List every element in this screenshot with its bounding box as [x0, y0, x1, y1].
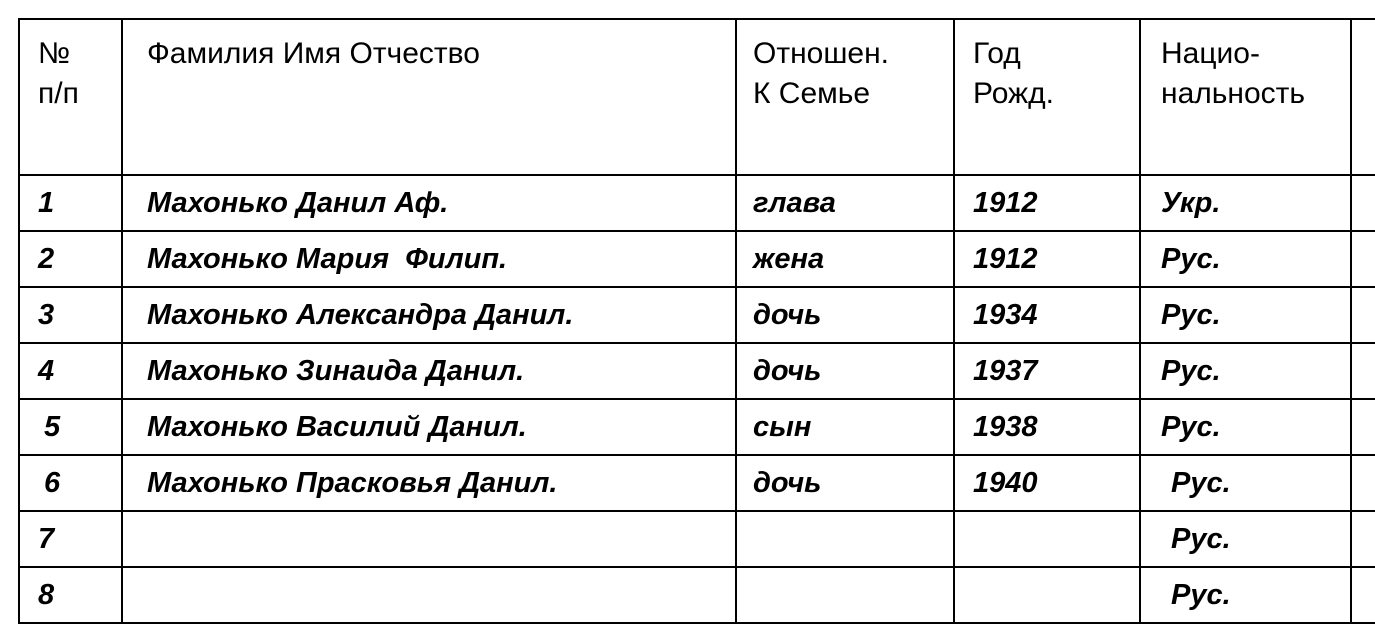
header-num	[19, 19, 122, 175]
cell-extra	[1351, 287, 1375, 343]
header-extra	[1351, 19, 1375, 175]
cell-nationality: Рус.	[1140, 511, 1351, 567]
cell-nationality: Рус.	[1140, 287, 1351, 343]
header-year-line-1: Год	[973, 37, 1021, 70]
cell-relation: глава	[736, 175, 954, 231]
family-table	[18, 18, 1375, 624]
header-nationality-line-2: нальность	[1161, 77, 1306, 110]
cell-year: 1938	[954, 399, 1140, 455]
cell-name	[122, 567, 736, 623]
cell-num: 3	[19, 287, 122, 343]
cell-relation: дочь	[736, 287, 954, 343]
cell-extra	[1351, 511, 1375, 567]
header-relation-line-2: К Семье	[753, 77, 871, 110]
cell-year: 1912	[954, 231, 1140, 287]
cell-relation	[736, 511, 954, 567]
cell-extra	[1351, 567, 1375, 623]
header-name	[122, 19, 736, 175]
header-name-line-1: Фамилия Имя Отчество	[147, 37, 480, 70]
cell-num: 6	[19, 455, 122, 511]
table-row	[19, 287, 1375, 343]
cell-nationality: Рус.	[1140, 343, 1351, 399]
cell-num: 4	[19, 343, 122, 399]
cell-num: 5	[19, 399, 122, 455]
cell-name: Махонько Прасковья Данил.	[122, 455, 736, 511]
table-row	[19, 175, 1375, 231]
cell-relation: жена	[736, 231, 954, 287]
table-row	[19, 455, 1375, 511]
cell-relation: дочь	[736, 343, 954, 399]
cell-nationality: Рус.	[1140, 455, 1351, 511]
cell-year: 1934	[954, 287, 1140, 343]
cell-name: Махонько Зинаида Данил.	[122, 343, 736, 399]
header-relation	[736, 19, 954, 175]
header-row	[19, 19, 1375, 175]
table-header	[19, 19, 1375, 175]
cell-extra	[1351, 343, 1375, 399]
cell-nationality: Рус.	[1140, 231, 1351, 287]
cell-year	[954, 567, 1140, 623]
cell-relation: дочь	[736, 455, 954, 511]
header-nationality	[1140, 19, 1351, 175]
cell-year	[954, 511, 1140, 567]
cell-name: Махонько Александра Данил.	[122, 287, 736, 343]
cell-nationality: Рус.	[1140, 399, 1351, 455]
header-num-line-1: №	[38, 37, 71, 70]
header-num-line-2: п/п	[38, 77, 79, 110]
cell-relation: сын	[736, 399, 954, 455]
header-relation-line-1: Отношен.	[753, 37, 889, 70]
table-body	[19, 175, 1375, 623]
header-year	[954, 19, 1140, 175]
table-row	[19, 399, 1375, 455]
cell-extra	[1351, 175, 1375, 231]
cell-year: 1940	[954, 455, 1140, 511]
cell-nationality: Укр.	[1140, 175, 1351, 231]
header-nationality-line-1: Нацио-	[1161, 37, 1260, 70]
table-row	[19, 343, 1375, 399]
cell-extra	[1351, 231, 1375, 287]
cell-num: 2	[19, 231, 122, 287]
table-row	[19, 567, 1375, 623]
cell-year: 1937	[954, 343, 1140, 399]
cell-relation	[736, 567, 954, 623]
cell-name: Махонько Данил Аф.	[122, 175, 736, 231]
cell-year: 1912	[954, 175, 1140, 231]
header-year-line-2: Рожд.	[973, 77, 1054, 110]
cell-num: 7	[19, 511, 122, 567]
cell-nationality: Рус.	[1140, 567, 1351, 623]
cell-extra	[1351, 455, 1375, 511]
cell-name: Махонько Василий Данил.	[122, 399, 736, 455]
table-row	[19, 231, 1375, 287]
cell-num: 1	[19, 175, 122, 231]
cell-name: Махонько Мария Филип.	[122, 231, 736, 287]
cell-num: 8	[19, 567, 122, 623]
cell-name	[122, 511, 736, 567]
table-row	[19, 511, 1375, 567]
cell-extra	[1351, 399, 1375, 455]
